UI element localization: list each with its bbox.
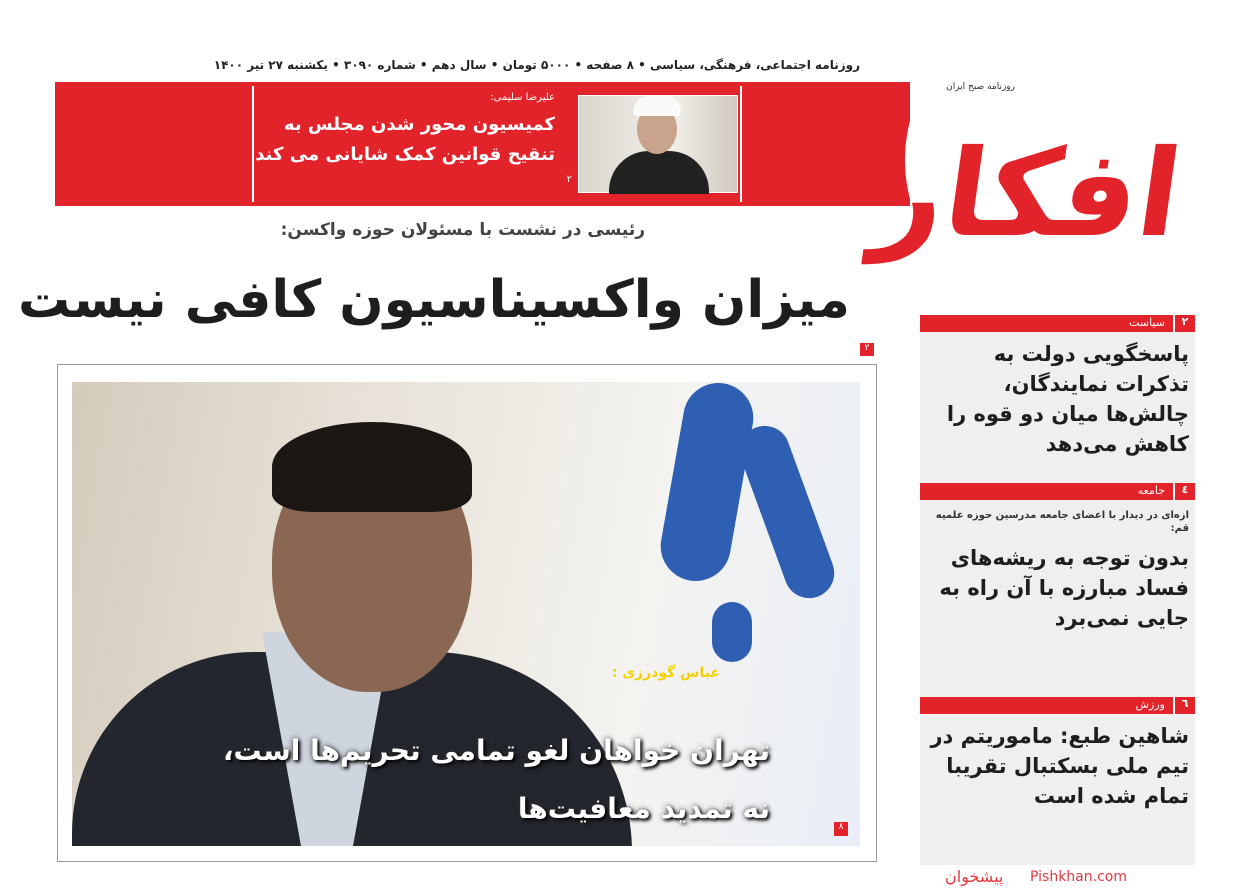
watermark-en: Pishkhan.com bbox=[1030, 869, 1127, 885]
logo-text: افکار bbox=[866, 125, 1190, 264]
sidebar-subhead: ازه‌ای در دیدار با اعضای جامعه مدرسین حوزه علمیه قم: bbox=[935, 510, 1189, 534]
section-label: سیاست bbox=[1129, 316, 1165, 329]
logo-tagline: روزنامه صبح ایران bbox=[946, 82, 1015, 92]
section-bar-politics bbox=[920, 315, 1195, 332]
banner-page-number: ۲ bbox=[566, 174, 572, 185]
lead-page-number: ۲ bbox=[860, 343, 874, 356]
sidebar-headline[interactable]: بدون توجه به ریشه‌های فساد مبارزه با آن راه به جایی نمی‌برد bbox=[939, 546, 1189, 630]
lead-kicker: رئیسی در نشست با مسئولان حوزه واکسن: bbox=[280, 220, 645, 240]
dateline: روزنامه اجتماعی، فرهنگی، سیاسی • ۸ صفحه • ۵۰۰۰ تومان • سال دهم • شماره ۳۰۹۰ • یکشنبه ۲۷ تیر ۱۴۰۰ bbox=[213, 58, 860, 72]
sidebar bbox=[920, 315, 1195, 865]
sidebar-headline[interactable]: پاسخگویی دولت به تذکرات نمایندگان، چالش‌ها میان دو قوه را کاهش می‌دهد bbox=[946, 342, 1189, 456]
lead-headline[interactable]: میزان واکسیناسیون کافی نیست bbox=[17, 270, 850, 330]
banner-headline[interactable]: کمیسیون محور شدن مجلس به تنقیح قوانین کمک شایانی می کند bbox=[255, 114, 555, 165]
quote-attribution: عباس گودرزی : bbox=[611, 665, 720, 681]
section-number: ۲ bbox=[1173, 315, 1195, 332]
section-bar-sports bbox=[920, 697, 1195, 714]
section-label: جامعه bbox=[1137, 484, 1165, 497]
sidebar-headline[interactable]: شاهین طبع: ماموریتم در تیم ملی بسکتبال تقریبا تمام شده است bbox=[930, 724, 1189, 808]
section-number: ٦ bbox=[1173, 697, 1195, 714]
photo-quote-headline[interactable]: تهران خواهان لغو تمامی تحریم‌ها است، نه تمدید معافیت‌ها bbox=[222, 734, 770, 825]
section-label: ورزش bbox=[1135, 698, 1165, 711]
photo-page-number: ۸ bbox=[834, 822, 848, 836]
main-photo[interactable] bbox=[72, 382, 860, 846]
banner-photo bbox=[578, 95, 738, 193]
newspaper-logo bbox=[866, 20, 1200, 310]
banner-author: علیرضا سلیمی: bbox=[490, 92, 555, 103]
section-bar-society bbox=[920, 483, 1195, 500]
watermark-fa: پیشخوان bbox=[945, 867, 1004, 886]
section-number: ٤ bbox=[1173, 483, 1195, 500]
